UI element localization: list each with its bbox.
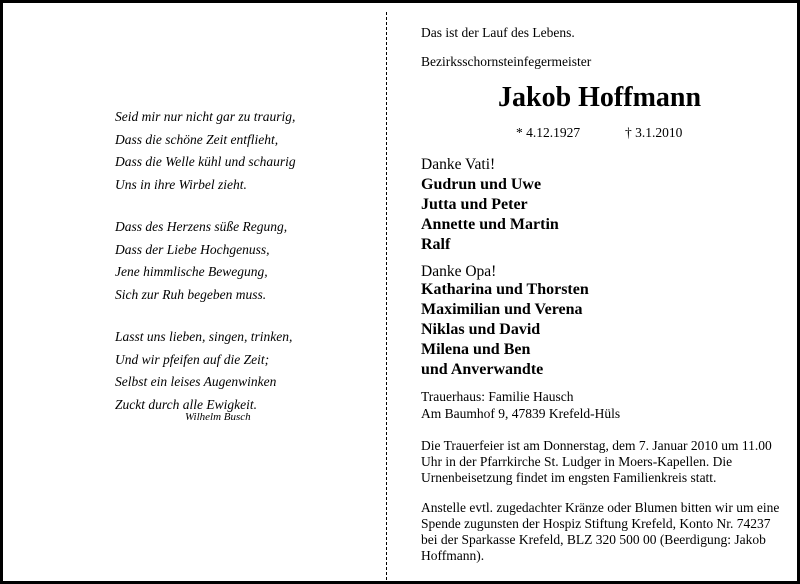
poem-line: Und wir pfeifen auf die Zeit;: [115, 351, 270, 367]
grandchildren-heading: Danke Opa!: [421, 263, 497, 280]
family-name: Katharina und Thorsten: [421, 281, 589, 298]
poem-line: Dass des Herzens süße Regung,: [115, 219, 288, 234]
poem-line: Dass die schöne Zeit entflieht,: [115, 131, 279, 147]
poem: [115, 106, 375, 436]
poem-line: Dass der Liebe Hochgenuss,: [115, 241, 270, 257]
grandchildren-list: [421, 280, 589, 380]
death-date: † 3.1.2010: [625, 125, 683, 140]
family-name: Annette und Martin: [421, 216, 559, 233]
family-name: Maximilian und Verena: [421, 301, 583, 318]
poem-line: Lasst uns lieben, singen, trinken,: [115, 329, 293, 344]
address-line: Am Baumhof 9, 47839 Krefeld-Hüls: [421, 406, 621, 421]
family-name: Ralf: [421, 236, 451, 253]
poem-line: Seid mir nur nicht gar zu traurig,: [115, 109, 296, 124]
poem-author: Wilhelm Busch: [185, 411, 251, 423]
children-heading: Danke Vati!: [421, 156, 496, 173]
notice-heading: Das ist der Lauf des Lebens.: [421, 25, 575, 40]
birth-date: * 4.12.1927: [516, 125, 581, 140]
donation-info: Anstelle evtl. zugedachter Kränze oder Blumen bitten wir um eine Spende zugunsten der Hospiz Stiftung Krefeld, Konto Nr. 74237 bei der Sparkasse Krefeld, BLZ 320 500 00 (Beerdigung: Jakob Hoffmann).: [421, 500, 780, 563]
family-name: Jutta und Peter: [421, 196, 528, 213]
funeral-info: Die Trauerfeier ist am Donnerstag, dem 7. Januar 2010 um 11.00 Uhr in der Pfarrkirche St. Ludger in Moers-Kapellen. Die Urnenbeisetzung findet im engsten Familienkreis statt.: [421, 438, 772, 485]
poem-line: Zuckt durch alle Ewigkeit.: [115, 396, 257, 412]
poem-stanza: [115, 216, 375, 306]
poem-line: Jene himmlische Bewegung,: [115, 264, 268, 279]
address-line: Trauerhaus: Familie Hausch: [421, 389, 574, 404]
poem-line: Dass die Welle kühl und schaurig: [115, 154, 296, 169]
fold-divider: [386, 12, 387, 580]
deceased-name: Jakob Hoffmann: [498, 82, 702, 113]
family-name: Niklas und David: [421, 321, 541, 338]
children-list: [421, 175, 559, 255]
family-name: Gudrun und Uwe: [421, 176, 542, 193]
poem-line: Uns in ihre Wirbel zieht.: [115, 176, 247, 192]
poem-line: Sich zur Ruh begeben muss.: [115, 286, 267, 302]
poem-stanza: [115, 326, 375, 416]
poem-line: Selbst ein leises Augenwinken: [115, 374, 277, 389]
poem-stanza: [115, 106, 375, 196]
family-name: und Anverwandte: [421, 361, 544, 378]
family-name: Milena und Ben: [421, 341, 531, 358]
profession: Bezirksschornsteinfegermeister: [421, 54, 592, 69]
